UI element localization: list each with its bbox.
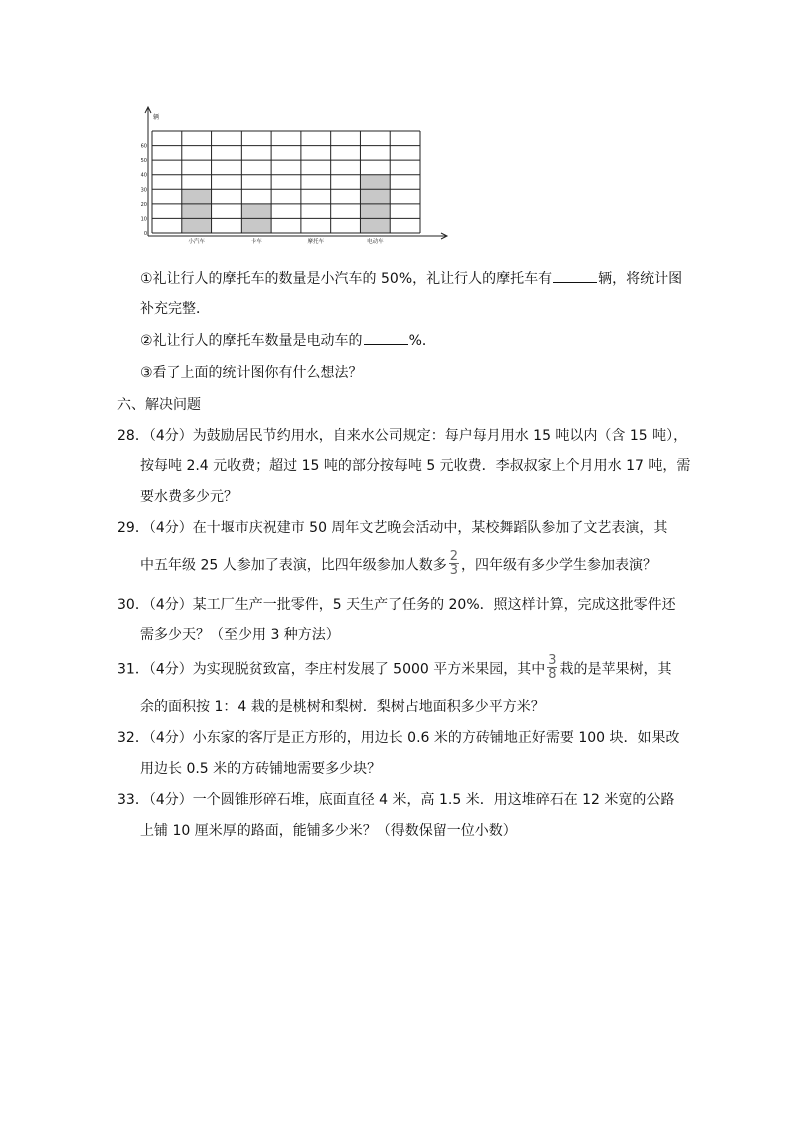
question-1-text: ①礼让行人的摩托车的数量是小汽车的 50%，礼让行人的摩托车有	[140, 271, 553, 287]
problem-28-line-3: 要水费多少元？	[140, 489, 238, 505]
y-tick-label: 30	[140, 187, 147, 194]
answer-blank[interactable]	[364, 330, 408, 345]
problem-31-suffix: 栽的是苹果树，其	[559, 661, 672, 678]
fraction-numerator: 3	[548, 653, 557, 668]
problem-29-suffix: ，四年级有多少学生参加表演？	[461, 557, 657, 574]
category-label: 卡车	[250, 239, 262, 245]
question-2-suffix: %．	[408, 333, 436, 349]
question-3: ③看了上面的统计图你有什么想法？	[140, 365, 363, 381]
y-tick-label: 60	[140, 143, 147, 150]
fraction-numerator: 2	[449, 549, 458, 564]
problem-28-line-1: 28．（4分）为鼓励居民节约用水，自来水公司规定：每户每月用水 15 吨以内（含 15 吨），	[117, 428, 688, 444]
problem-28-line-2: 按每吨 2.4 元收费；超过 15 吨的部分按每吨 5 元收费．李叔叔家上个月用水 17 吨，需	[140, 458, 691, 474]
fraction	[547, 654, 557, 681]
y-tick-label: 40	[140, 172, 147, 179]
section-title: 六、解决问题	[117, 397, 201, 413]
bar-0	[182, 189, 212, 233]
y-tick-label: 50	[140, 158, 147, 165]
question-1-line-2: 补充完整．	[140, 301, 210, 317]
problem-29-text: 中五年级 25 人参加了表演，比四年级参加人数多	[140, 557, 447, 574]
question-1-line-1	[140, 268, 794, 289]
category-label: 电动车	[367, 239, 384, 245]
y-tick-label: 10	[140, 216, 147, 223]
bar-chart	[140, 104, 455, 250]
question-2-text: ②礼让行人的摩托车数量是电动车的	[140, 333, 363, 349]
problem-33-line-1: 33．（4分）一个圆锥形碎石堆，底面直径 4 米，高 1.5 米．用这堆碎石在 12 米宽的公路	[117, 792, 675, 808]
y-tick-label: 20	[140, 201, 147, 208]
problem-32-line-2: 用边长 0.5 米的方砖铺地需要多少块？	[140, 761, 382, 777]
problem-30-line-2: 需多少天？（至少用 3 种方法）	[140, 627, 340, 643]
problem-30-line-1: 30．（4分）某工厂生产一批零件，5 天生产了任务的 20%．照这样计算，完成这批零件还	[117, 597, 676, 613]
fraction-denominator: 8	[548, 667, 557, 682]
problem-29-line-2	[140, 549, 794, 579]
y-axis-label: 辆	[153, 114, 160, 121]
answer-blank[interactable]	[553, 268, 597, 283]
category-label: 摩托车	[307, 239, 325, 245]
category-label: 小汽车	[188, 239, 205, 245]
problem-29-line-1: 29．（4分）在十堰市庆祝建市 50 周年文艺晚会活动中，某校舞蹈队参加了文艺表演，其	[117, 520, 668, 536]
y-tick-label: 0	[143, 231, 147, 237]
problem-31-line-1	[117, 653, 794, 683]
problem-31-text: 31．（4分）为实现脱贫致富，李庄村发展了 5000 平方米果园，其中	[117, 661, 546, 678]
fraction-denominator: 3	[449, 563, 458, 578]
problem-31-line-2: 余的面积按 1：4 栽的是桃树和梨树．梨树占地面积多少平方米？	[140, 699, 545, 715]
fraction	[449, 550, 459, 577]
problem-33-line-2: 上铺 10 厘米厚的路面，能铺多少米？（得数保留一位小数）	[140, 823, 517, 839]
question-1-suffix: 辆，将统计图	[598, 271, 683, 287]
question-2	[140, 330, 794, 351]
problem-32-line-1: 32．（4分）小东家的客厅是正方形的，用边长 0.6 米的方砖铺地正好需要 100 块．如果改	[117, 730, 680, 746]
